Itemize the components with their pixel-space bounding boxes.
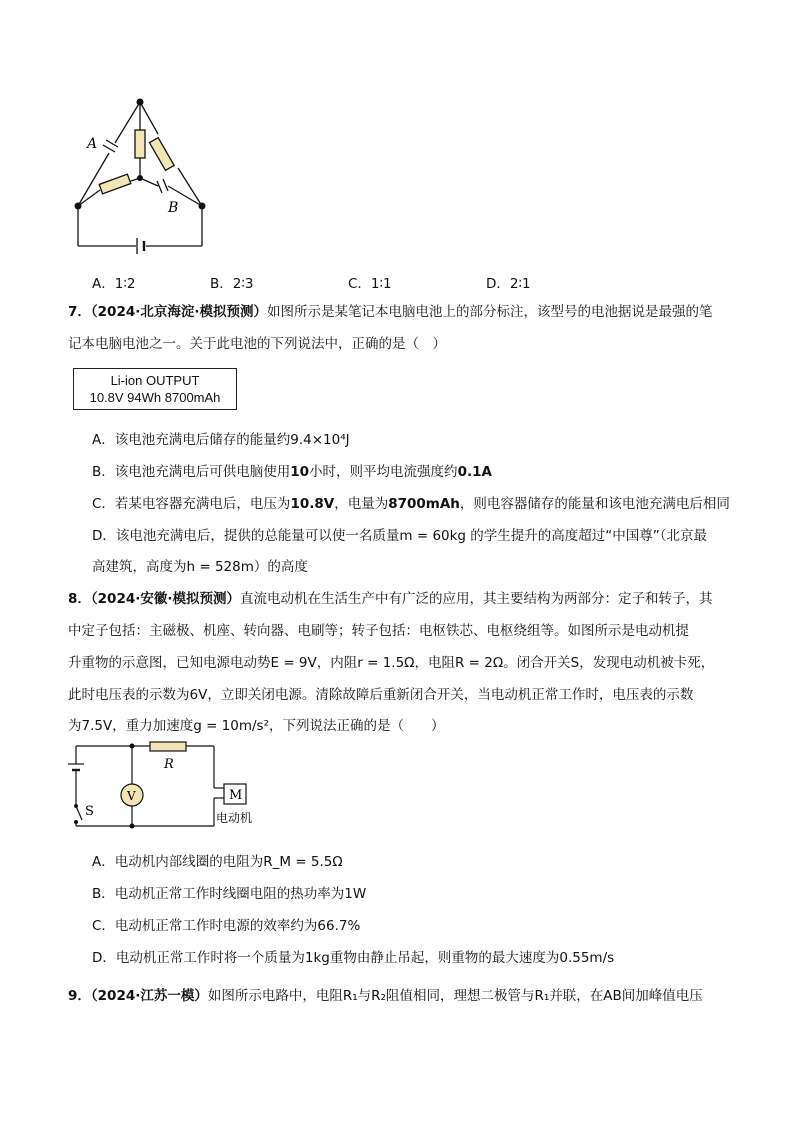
q6-choice-c[interactable]: C．1∶1 (348, 276, 392, 292)
battery-label-box (73, 368, 237, 410)
q9-stem-line1: 9．（2024·江苏一模）如图所示电路中，电阻R₁与R₂阻值相同，理想二极管与R₁并联，在AB间加峰值电压 (68, 988, 703, 1004)
q7-option-d-line2: 高建筑，高度为h = 528m）的高度 (92, 559, 308, 575)
motor-circuit-diagram (66, 738, 276, 838)
q7-option-a[interactable]: A．该电池充满电后储存的能量约9.4×10⁴J (92, 432, 350, 448)
label-b: B (168, 200, 179, 216)
q8-stem-line2: 中定子包括：主磁极、机座、转向器、电刷等；转子包括：电枢铁芯、电枢绕组等。如图所示是电动机提 (68, 623, 689, 639)
voltmeter-label: V (127, 789, 136, 803)
motor-label: M (229, 788, 243, 803)
q9-number: 9． (68, 988, 91, 1004)
q6-choice-d[interactable]: D．2∶1 (486, 276, 531, 292)
q8-stem-line1: 8．（2024·安徽·模拟预测）直流电动机在生活生产中有广泛的应用，其主要结构为两部分：定子和转子，其 (68, 591, 713, 607)
switch-label: S (85, 804, 94, 819)
q7-stem-line1: 7．（2024·北京海淀·模拟预测）如图所示是某笔记本电脑电池上的部分标注，该型号的电池据说是最强的笔 (68, 304, 713, 320)
label-a: A (87, 136, 98, 152)
q7-option-b[interactable]: B．该电池充满电后可供电脑使用10小时，则平均电流强度约0.1A (92, 464, 492, 480)
motor-caption: 电动机 (216, 811, 253, 825)
q8-stem-line3: 升重物的示意图，已知电源电动势E = 9V，内阻r = 1.5Ω，电阻R = 2Ω。闭合开关S，发现电动机被卡死， (68, 655, 715, 671)
triangle-circuit-diagram (60, 90, 230, 260)
q6-choice-a[interactable]: A．1∶2 (92, 276, 136, 292)
q9-source: （2024·江苏一模） (90, 988, 208, 1004)
q7-option-d-line1[interactable]: D．该电池充满电后，提供的总能量可以使一名质量m = 60kg 的学生提升的高度超过“中国尊”（北京最 (92, 528, 708, 544)
q7-number: 7． (68, 304, 91, 320)
q8-option-a[interactable]: A．电动机内部线圈的电阻为R_M = 5.5Ω (92, 854, 343, 870)
q8-stem-line5: 为7.5V，重力加速度g = 10m/s²，下列说法正确的是（ ） (68, 718, 445, 734)
battery-label-line1: Li-ion OUTPUT (110, 373, 200, 388)
q7-option-c[interactable]: C．若某电容器充满电后，电压为10.8V，电量为8700mAh，则电容器储存的能量和该电池充满电后相同 (92, 496, 730, 512)
q8-source: （2024·安徽·模拟预测） (90, 591, 240, 607)
q6-choice-b[interactable]: B．2∶3 (210, 276, 254, 292)
q8-stem-line4: 此时电压表的示数为6V，立即关闭电源。清除故障后重新闭合开关，当电动机正常工作时，电压表的示数 (68, 687, 694, 703)
q8-option-c[interactable]: C．电动机正常工作时电源的效率约为66.7% (92, 918, 361, 934)
resistor-label: R (164, 757, 174, 772)
q7-source: （2024·北京海淀·模拟预测） (90, 304, 267, 320)
q8-number: 8． (68, 591, 91, 607)
q7-stem-line2: 记本电脑电池之一。关于此电池的下列说法中，正确的是（ ） (68, 336, 446, 352)
q8-option-d[interactable]: D．电动机正常工作时将一个质量为1kg重物由静止吊起，则重物的最大速度为0.55m/s (92, 950, 615, 966)
q8-option-b[interactable]: B．电动机正常工作时线圈电阻的热功率为1W (92, 886, 367, 902)
battery-label-line2: 10.8V 94Wh 8700mAh (89, 390, 221, 405)
